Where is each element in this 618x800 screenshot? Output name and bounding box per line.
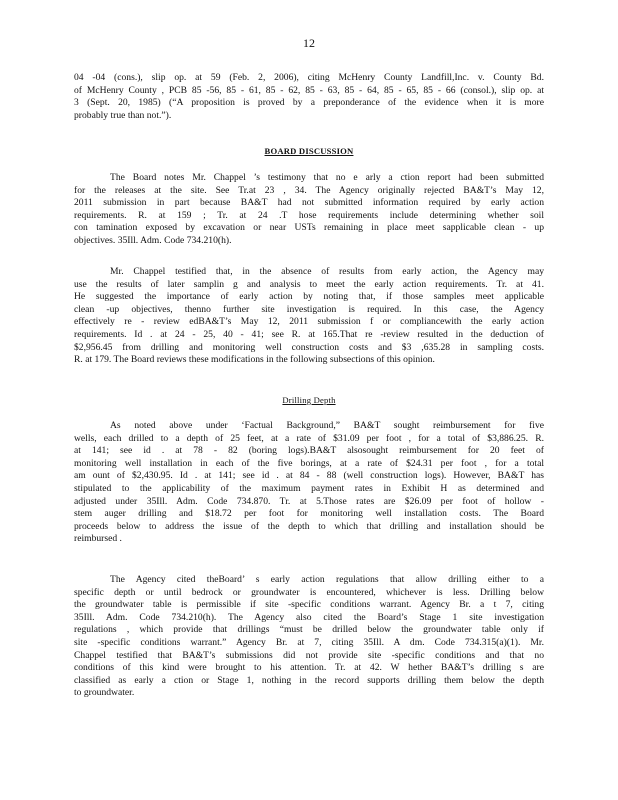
- text-line: requirements. Id . at 24 - 25, 40 - 41; see R. at 165.That re -review resulted in the deduction of: [74, 328, 544, 340]
- text-line: reimbursed .: [74, 533, 122, 545]
- text-line: R. at 179. The Board reviews these modifications in the following subsections of this opinion.: [74, 354, 435, 366]
- text-line: stem auger drilling and $18.72 per foot for monitoring well installation costs. The Board: [74, 508, 544, 520]
- text-line: requirements. R. at 159 ; Tr. at 24 .T hose requirements include determining whether soil: [74, 209, 544, 221]
- text-line: the groundwater table is permissible if site -specific conditions warrant. Agency Br. a t 7, citing: [74, 599, 544, 611]
- page-number: 12: [303, 36, 315, 50]
- text-line: at 141; see id . at 78 - 82 (boring logs).BA&T alsosought reimbursement for 20 feet of: [74, 445, 544, 457]
- text-line: conditions of this kind were brought to his attention. Tr. at 42. W hether BA&T’s drilling s are: [74, 662, 544, 674]
- text-line: adjusted under 35Ill. Adm. Code 734.870. Tr. at 5.Those rates are $26.09 per foot of hollow -: [74, 495, 544, 507]
- text-line: probably true than not.”).: [74, 109, 172, 121]
- heading-text: BOARD DISCUSSION: [264, 146, 354, 156]
- text-line: of McHenry County , PCB 85 -56, 85 - 61, 85 - 62, 85 - 63, 85 - 64, 85 - 65, 85 - 66 (consol.), slip op. at: [74, 84, 544, 96]
- text-line: 2011 submission in part because BA&T had not submitted information required by early action: [74, 197, 544, 209]
- text-line: monitoring well installation in each of the five borings, at a rate of $24.31 per foot , for a total: [74, 457, 544, 469]
- text-line: to groundwater.: [74, 687, 135, 699]
- text-line: 35Ill. Adm. Code 734.210(h). The Agency also cited the Board’s Stage 1 site investigation: [74, 611, 544, 623]
- section-heading-drilling-depth: [0, 395, 618, 405]
- text-line: regulations , which provide that drillings “must be drilled below the groundwater table only if: [74, 624, 544, 636]
- text-line: The Agency cited theBoard’ s early action regulations that allow drilling either to a: [110, 574, 544, 585]
- text-line: 3 (Sept. 20, 1985) (“A proposition is proved by a preponderance of the evidence when it is more: [74, 97, 544, 109]
- text-line: He suggested the importance of early action by noting that, if those samples meet applicable: [74, 291, 544, 303]
- text-line: $2,956.45 from drilling and monitoring well construction costs and $3 ,635.28 in sampling costs.: [74, 341, 544, 353]
- text-line: clean -up objectives, thenno further site investigation is required. In this case, the Agency: [74, 303, 544, 315]
- text-line: con tamination exposed by excavation or near USTs remaining in place meet sapplicable clean - up: [74, 222, 544, 234]
- text-line: site -specific conditions warrant.” Agency Br. at 7, citing 35Ill. A dm. Code 734.315(a)(1). Mr.: [74, 636, 544, 648]
- text-line: wells, each drilled to a depth of 25 feet, at a rate of $31.09 per foot , for a total of $3,886.25. R.: [74, 432, 544, 444]
- text-line: use the results of later samplin g and analysis to meet the early action requirements. Tr. at 41.: [74, 278, 544, 290]
- text-line: Mr. Chappel testified that, in the absence of results from early action, the Agency may: [110, 266, 544, 277]
- paragraph-board-notes: [74, 172, 544, 248]
- text-line: proceeds below to address the issue of the depth to which that drilling and installation should be: [74, 520, 544, 532]
- paragraph-agency-regulations: [74, 574, 544, 700]
- text-line: As noted above under ‘Factual Background,” BA&T sought reimbursement for five: [110, 420, 544, 431]
- text-line: specific depth or until bedrock or groundwater is encountered, whichever is less. Drilling below: [74, 586, 544, 598]
- paragraph-chappel-testimony: [74, 266, 544, 367]
- text-line: stipulated to the applicability of the maximum payment rates in Exhibit H as determined and: [74, 482, 544, 494]
- text-line: Chappel testified that BA&T’s submissions did not provide site -specific conditions and that no: [74, 649, 544, 661]
- text-line: objectives. 35Ill. Adm. Code 734.210(h).: [74, 234, 232, 246]
- text-line: classified as early a ction or Stage 1, nothing in the record supports drilling them below the depth: [74, 674, 544, 686]
- text-line: for the releases at the site. See Tr.at 23 , 34. The Agency originally rejected BA&T’s May 12,: [74, 184, 544, 196]
- paragraph-citation-continuation: [74, 72, 544, 122]
- paragraph-factual-background: [74, 420, 544, 546]
- section-heading-board-discussion: [0, 146, 618, 156]
- text-line: am ount of $2,430.95. Id . at 141; see id . at 84 - 88 (well construction logs). However, BA&T has: [74, 470, 544, 482]
- text-line: The Board notes Mr. Chappel ’s testimony that no e arly a ction report had been submitted: [110, 172, 544, 183]
- text-line: 04 -04 (cons.), slip op. at 59 (Feb. 2, 2006), citing McHenry County Landfill,Inc. v. County Bd.: [74, 72, 544, 83]
- heading-text: Drilling Depth: [282, 395, 336, 405]
- text-line: effectively re - review edBA&T’s May 12, 2011 submission f or compliancewith the early action: [74, 316, 544, 328]
